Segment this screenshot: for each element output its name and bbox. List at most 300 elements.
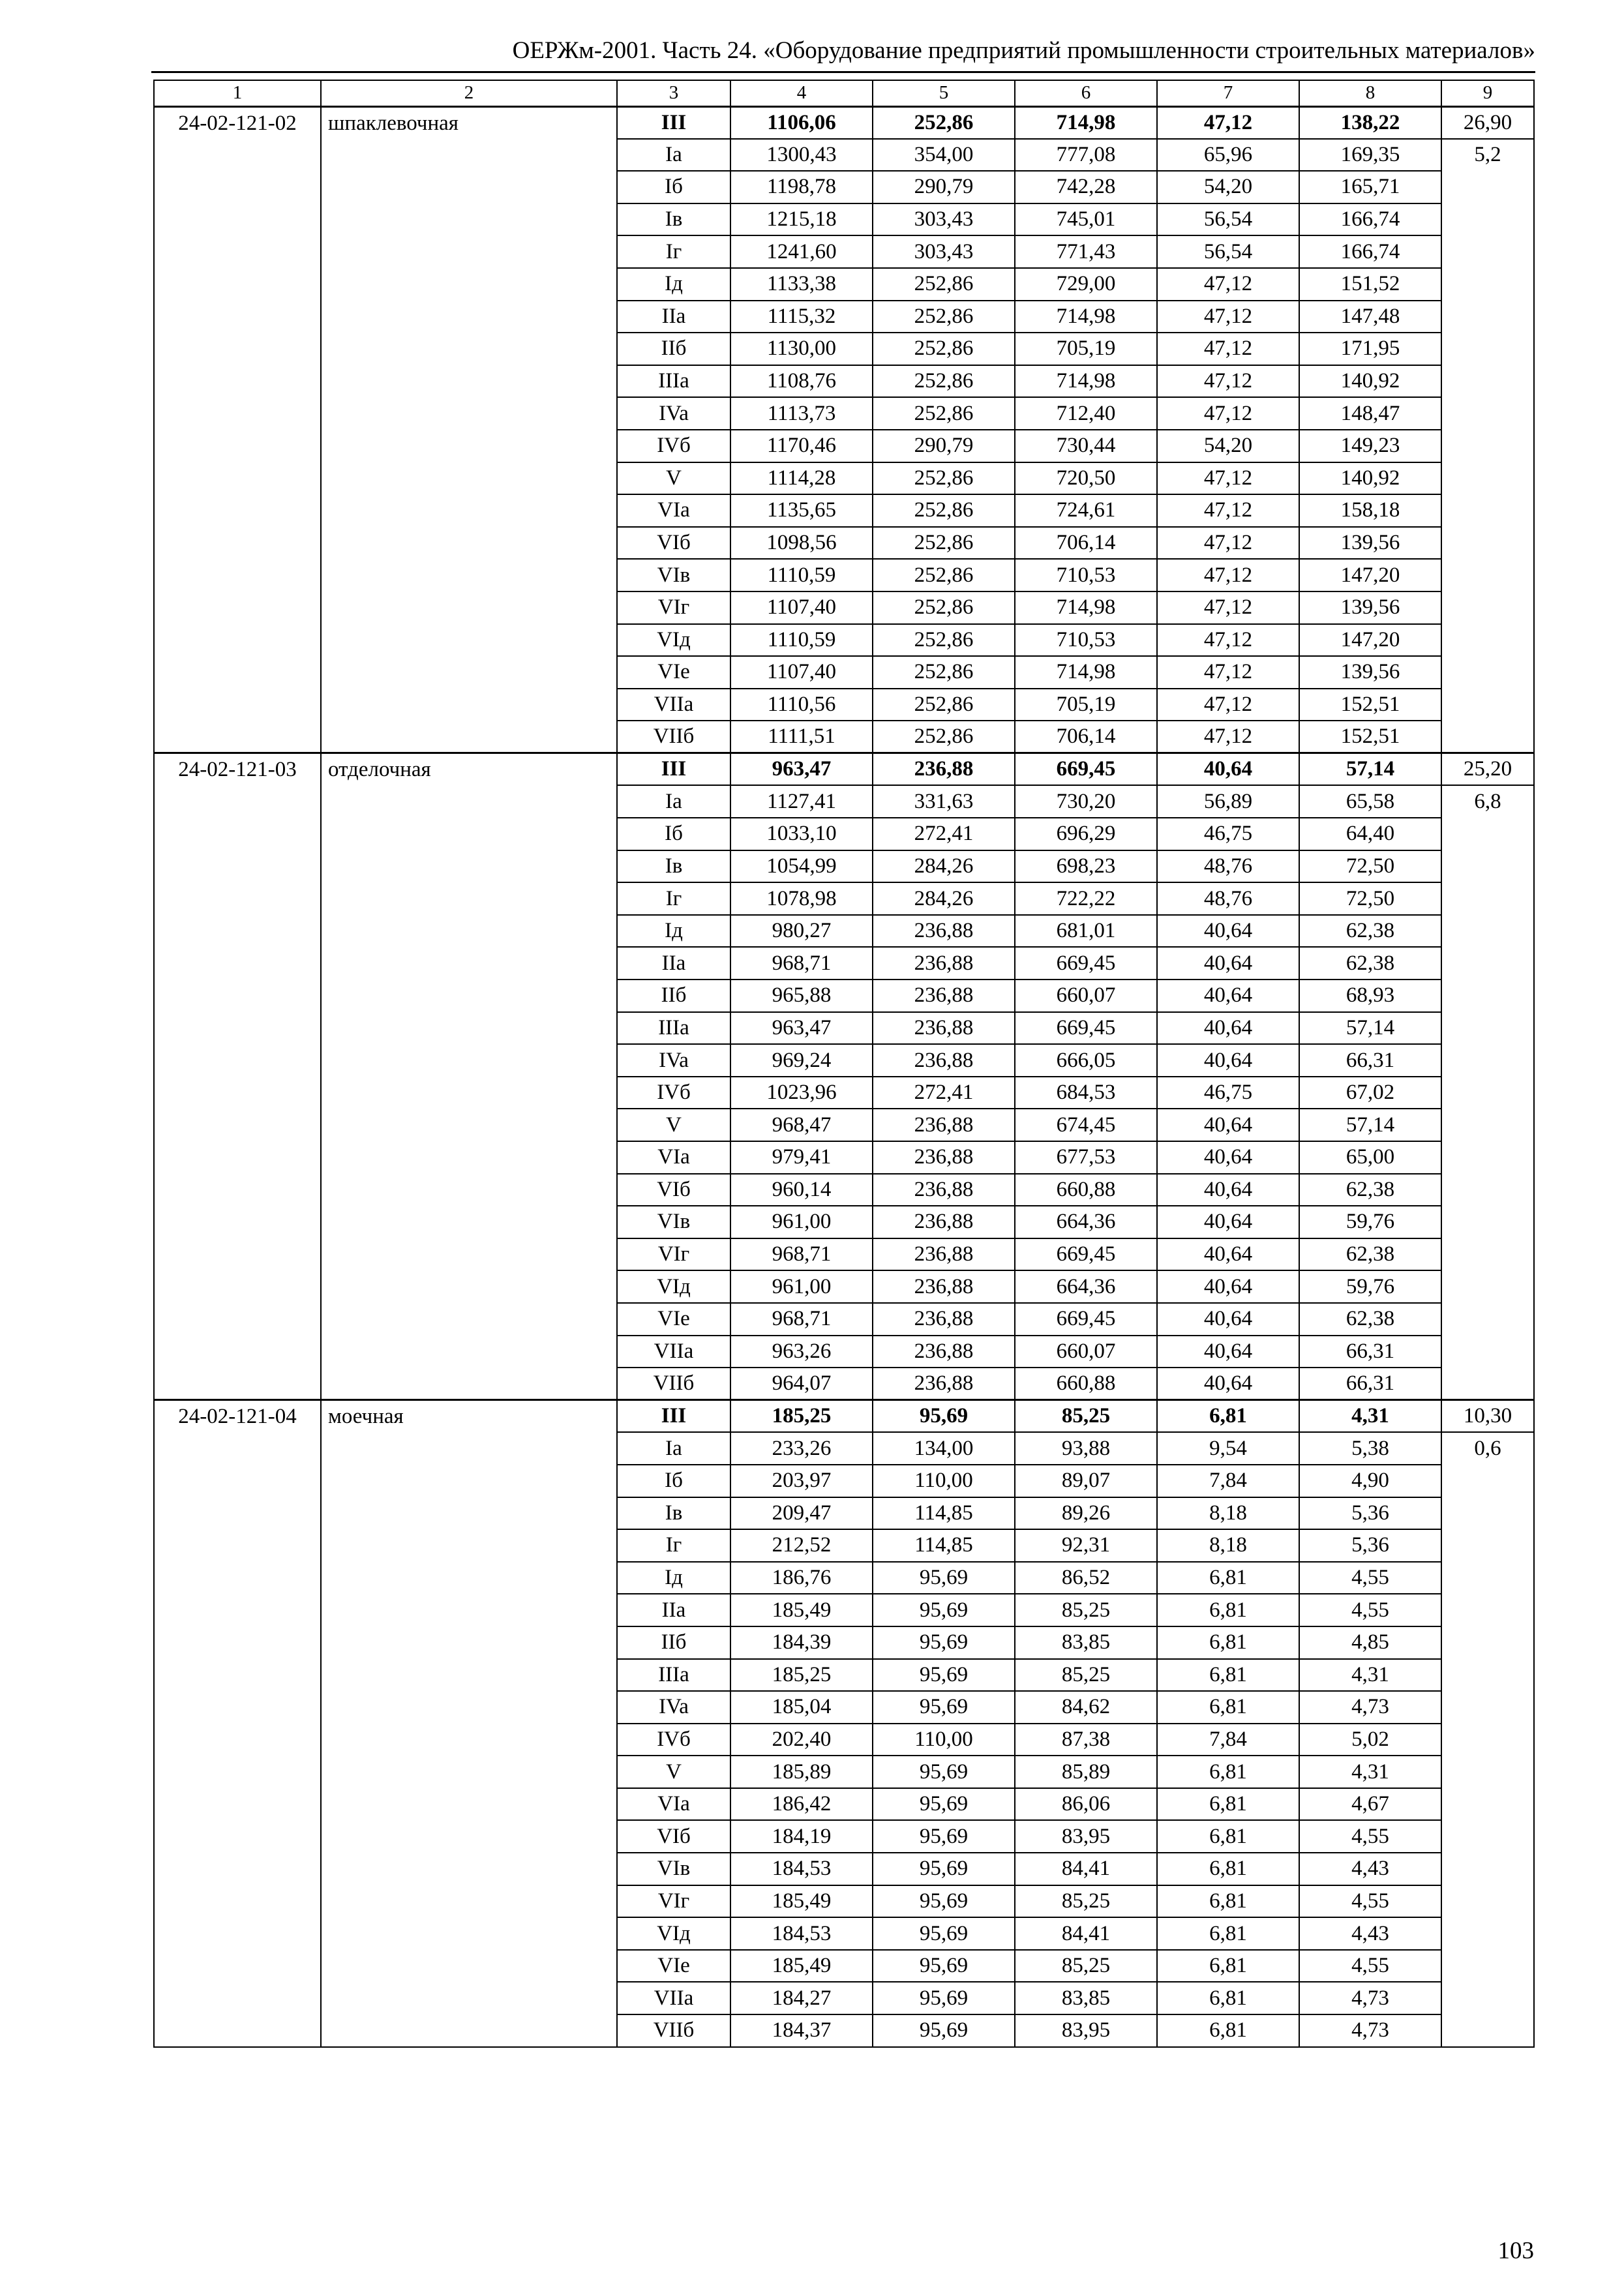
value-cell: 54,20 — [1157, 430, 1299, 462]
value-cell: 706,14 — [1015, 721, 1157, 753]
value-cell: 4,55 — [1299, 1950, 1441, 1982]
value-cell: 47,12 — [1157, 365, 1299, 398]
value-cell: 252,86 — [873, 365, 1015, 398]
value-cell: 184,27 — [730, 1982, 873, 2014]
zone-cell: Ia — [617, 139, 730, 172]
value-cell: 85,25 — [1015, 1950, 1157, 1982]
value-cell: 1110,59 — [730, 559, 873, 591]
value-cell: 95,69 — [873, 1788, 1015, 1821]
value-cell: 1241,60 — [730, 235, 873, 268]
value-cell: 4,31 — [1299, 1756, 1441, 1788]
value-cell: 7,84 — [1157, 1465, 1299, 1497]
col9-empty-cell — [1441, 721, 1534, 753]
value-cell: 696,29 — [1015, 818, 1157, 850]
value-cell: 698,23 — [1015, 850, 1157, 883]
value-cell: 186,76 — [730, 1562, 873, 1594]
zone-cell: IIa — [617, 1594, 730, 1626]
column-number: 7 — [1157, 80, 1299, 106]
zone-cell: IIa — [617, 947, 730, 980]
value-cell: 147,20 — [1299, 624, 1441, 657]
value-cell: 252,86 — [873, 106, 1015, 139]
col9-empty-cell — [1441, 1012, 1534, 1045]
value-cell: 236,88 — [873, 980, 1015, 1012]
value-cell: 185,25 — [730, 1659, 873, 1692]
value-cell: 4,67 — [1299, 1788, 1441, 1821]
value-cell: 62,38 — [1299, 1303, 1441, 1336]
value-cell: 968,71 — [730, 947, 873, 980]
value-cell: 252,86 — [873, 301, 1015, 333]
column-number: 4 — [730, 80, 873, 106]
value-cell: 95,69 — [873, 1982, 1015, 2014]
col9-empty-cell — [1441, 1756, 1534, 1788]
value-cell: 8,18 — [1157, 1497, 1299, 1530]
value-cell: 272,41 — [873, 818, 1015, 850]
value-cell: 664,36 — [1015, 1206, 1157, 1238]
value-cell: 666,05 — [1015, 1044, 1157, 1077]
value-cell: 85,25 — [1015, 1659, 1157, 1692]
value-cell: 6,81 — [1157, 1756, 1299, 1788]
zone-cell: V — [617, 1109, 730, 1141]
value-cell: 40,64 — [1157, 1270, 1299, 1303]
value-cell: 236,88 — [873, 915, 1015, 948]
value-cell: 236,88 — [873, 1368, 1015, 1400]
zone-cell: VIг — [617, 1885, 730, 1918]
value-cell: 284,26 — [873, 850, 1015, 883]
zone-cell: Iг — [617, 882, 730, 915]
value-cell: 6,81 — [1157, 1885, 1299, 1918]
value-cell: 722,22 — [1015, 882, 1157, 915]
value-cell: 1115,32 — [730, 301, 873, 333]
value-cell: 4,55 — [1299, 1594, 1441, 1626]
value-cell: 184,53 — [730, 1853, 873, 1885]
zone-cell: VIa — [617, 494, 730, 527]
zone-cell: VIг — [617, 591, 730, 624]
value-cell: 59,76 — [1299, 1206, 1441, 1238]
value-cell: 290,79 — [873, 171, 1015, 203]
column-number: 9 — [1441, 80, 1534, 106]
value-cell: 1133,38 — [730, 268, 873, 301]
value-cell: 1113,73 — [730, 397, 873, 430]
value-cell: 212,52 — [730, 1529, 873, 1562]
value-cell: 151,52 — [1299, 268, 1441, 301]
value-cell: 86,52 — [1015, 1562, 1157, 1594]
value-cell: 712,40 — [1015, 397, 1157, 430]
col9-empty-cell — [1441, 462, 1534, 495]
value-cell: 47,12 — [1157, 397, 1299, 430]
value-cell: 1110,59 — [730, 624, 873, 657]
value-cell: 47,12 — [1157, 527, 1299, 560]
value-cell: 714,98 — [1015, 656, 1157, 689]
col9-empty-cell — [1441, 947, 1534, 980]
value-cell: 233,26 — [730, 1432, 873, 1465]
value-cell: 134,00 — [873, 1432, 1015, 1465]
zone-cell: VIб — [617, 527, 730, 560]
value-cell: 252,86 — [873, 462, 1015, 495]
value-cell: 84,62 — [1015, 1691, 1157, 1724]
value-cell: 56,54 — [1157, 203, 1299, 236]
value-cell: 95,69 — [873, 2014, 1015, 2047]
value-cell: 252,86 — [873, 527, 1015, 560]
value-cell: 960,14 — [730, 1174, 873, 1206]
value-cell: 730,44 — [1015, 430, 1157, 462]
value-cell: 669,45 — [1015, 947, 1157, 980]
value-cell: 963,47 — [730, 1012, 873, 1045]
value-cell: 252,86 — [873, 591, 1015, 624]
value-cell: 184,53 — [730, 1917, 873, 1950]
value-cell: 83,85 — [1015, 1982, 1157, 2014]
col9-empty-cell — [1441, 527, 1534, 560]
value-cell: 6,81 — [1157, 1950, 1299, 1982]
column-number: 6 — [1015, 80, 1157, 106]
value-cell: 777,08 — [1015, 139, 1157, 172]
table-row — [154, 753, 1534, 786]
page-number: 103 — [1497, 2237, 1534, 2264]
zone-cell: IVa — [617, 397, 730, 430]
col9-empty-cell — [1441, 1270, 1534, 1303]
value-cell: 185,49 — [730, 1950, 873, 1982]
value-cell: 674,45 — [1015, 1109, 1157, 1141]
value-cell: 236,88 — [873, 1109, 1015, 1141]
table-row — [154, 1400, 1534, 1433]
value-cell: 185,25 — [730, 1400, 873, 1433]
col9-empty-cell — [1441, 591, 1534, 624]
value-cell: 67,02 — [1299, 1077, 1441, 1109]
value-cell: 72,50 — [1299, 850, 1441, 883]
value-cell: 89,07 — [1015, 1465, 1157, 1497]
value-cell: 963,26 — [730, 1336, 873, 1368]
value-cell: 4,85 — [1299, 1626, 1441, 1659]
value-cell: 1054,99 — [730, 850, 873, 883]
col9-empty-cell — [1441, 1594, 1534, 1626]
value-cell: 40,64 — [1157, 1174, 1299, 1206]
zone-cell: VIa — [617, 1141, 730, 1174]
value-cell: 5,38 — [1299, 1432, 1441, 1465]
value-cell: 166,74 — [1299, 235, 1441, 268]
value-cell: 236,88 — [873, 1270, 1015, 1303]
zone-cell: III — [617, 1400, 730, 1433]
value-cell: 65,00 — [1299, 1141, 1441, 1174]
value-cell: 48,76 — [1157, 850, 1299, 883]
zone-cell: Iг — [617, 235, 730, 268]
value-cell: 4,55 — [1299, 1562, 1441, 1594]
col9-empty-cell — [1441, 1206, 1534, 1238]
value-cell: 669,45 — [1015, 753, 1157, 786]
value-cell: 64,40 — [1299, 818, 1441, 850]
value-cell: 6,81 — [1157, 1691, 1299, 1724]
col9-empty-cell — [1441, 1141, 1534, 1174]
value-cell: 4,55 — [1299, 1820, 1441, 1853]
value-cell: 6,81 — [1157, 1626, 1299, 1659]
value-cell: 272,41 — [873, 1077, 1015, 1109]
value-cell: 6,81 — [1157, 1853, 1299, 1885]
col9-empty-cell — [1441, 1368, 1534, 1400]
value-cell: 9,54 — [1157, 1432, 1299, 1465]
value-cell: 85,89 — [1015, 1756, 1157, 1788]
value-cell: 4,73 — [1299, 1982, 1441, 2014]
column-number: 5 — [873, 80, 1015, 106]
value-cell: 4,43 — [1299, 1917, 1441, 1950]
value-cell: 83,95 — [1015, 1820, 1157, 1853]
zone-cell: VIIб — [617, 2014, 730, 2047]
zone-cell: III — [617, 106, 730, 139]
value-cell: 745,01 — [1015, 203, 1157, 236]
value-cell: 1023,96 — [730, 1077, 873, 1109]
col9-empty-cell — [1441, 1853, 1534, 1885]
value-cell: 47,12 — [1157, 333, 1299, 365]
value-cell: 964,07 — [730, 1368, 873, 1400]
zone-cell: Iб — [617, 818, 730, 850]
col9-empty-cell — [1441, 397, 1534, 430]
zone-cell: Iв — [617, 1497, 730, 1530]
value-cell: 57,14 — [1299, 753, 1441, 786]
value-cell: 252,86 — [873, 624, 1015, 657]
zone-cell: VIв — [617, 1853, 730, 1885]
value-cell: 1110,56 — [730, 689, 873, 721]
value-cell: 669,45 — [1015, 1238, 1157, 1271]
value-cell: 65,96 — [1157, 139, 1299, 172]
page-header-title: ОЕРЖм-2001. Часть 24. «Оборудование предприятий промышленности строительных материалов» — [512, 37, 1535, 64]
column-number: 8 — [1299, 80, 1441, 106]
value-cell: 86,06 — [1015, 1788, 1157, 1821]
value-cell: 46,75 — [1157, 1077, 1299, 1109]
zone-cell: Iд — [617, 915, 730, 948]
value-cell: 47,12 — [1157, 656, 1299, 689]
value-cell: 1033,10 — [730, 818, 873, 850]
col9-empty-cell — [1441, 171, 1534, 203]
column-number-row — [154, 80, 1534, 106]
value-cell: 705,19 — [1015, 333, 1157, 365]
zone-cell: VIд — [617, 624, 730, 657]
zone-cell: VIIa — [617, 1982, 730, 2014]
value-cell: 968,71 — [730, 1238, 873, 1271]
value-cell: 236,88 — [873, 1012, 1015, 1045]
value-cell: 95,69 — [873, 1756, 1015, 1788]
col9-sub-value: 6,8 — [1441, 785, 1534, 818]
value-cell: 1106,06 — [730, 106, 873, 139]
value-cell: 85,25 — [1015, 1885, 1157, 1918]
value-cell: 714,98 — [1015, 301, 1157, 333]
zone-cell: IVa — [617, 1044, 730, 1077]
value-cell: 47,12 — [1157, 624, 1299, 657]
value-cell: 742,28 — [1015, 171, 1157, 203]
zone-cell: IIIa — [617, 1659, 730, 1692]
value-cell: 185,49 — [730, 1594, 873, 1626]
value-cell: 84,41 — [1015, 1853, 1157, 1885]
zone-cell: Iб — [617, 1465, 730, 1497]
value-cell: 203,97 — [730, 1465, 873, 1497]
value-cell: 1300,43 — [730, 139, 873, 172]
col9-empty-cell — [1441, 1917, 1534, 1950]
value-cell: 961,00 — [730, 1206, 873, 1238]
col9-empty-cell — [1441, 494, 1534, 527]
col9-empty-cell — [1441, 980, 1534, 1012]
col9-empty-cell — [1441, 915, 1534, 948]
value-cell: 40,64 — [1157, 1206, 1299, 1238]
value-cell: 87,38 — [1015, 1724, 1157, 1756]
value-cell: 169,35 — [1299, 139, 1441, 172]
rate-code: 24-02-121-02 — [154, 106, 321, 753]
value-cell: 252,86 — [873, 268, 1015, 301]
value-cell: 114,85 — [873, 1529, 1015, 1562]
zone-cell: VIIa — [617, 689, 730, 721]
value-cell: 147,20 — [1299, 559, 1441, 591]
value-cell: 95,69 — [873, 1820, 1015, 1853]
value-cell: 236,88 — [873, 1174, 1015, 1206]
value-cell: 1108,76 — [730, 365, 873, 398]
value-cell: 5,02 — [1299, 1724, 1441, 1756]
value-cell: 40,64 — [1157, 1238, 1299, 1271]
value-cell: 4,31 — [1299, 1400, 1441, 1433]
value-cell: 95,69 — [873, 1917, 1015, 1950]
value-cell: 184,37 — [730, 2014, 873, 2047]
value-cell: 252,86 — [873, 656, 1015, 689]
value-cell: 1078,98 — [730, 882, 873, 915]
value-cell: 186,42 — [730, 1788, 873, 1821]
value-cell: 1130,00 — [730, 333, 873, 365]
value-cell: 1107,40 — [730, 656, 873, 689]
zone-cell: VIг — [617, 1238, 730, 1271]
column-number: 3 — [617, 80, 730, 106]
zone-cell: VIв — [617, 559, 730, 591]
value-cell: 6,81 — [1157, 1594, 1299, 1626]
zone-cell: VIIa — [617, 1336, 730, 1368]
zone-cell: VIв — [617, 1206, 730, 1238]
zone-cell: IIб — [617, 1626, 730, 1659]
value-cell: 1114,28 — [730, 462, 873, 495]
value-cell: 85,25 — [1015, 1594, 1157, 1626]
col9-empty-cell — [1441, 1336, 1534, 1368]
value-cell: 95,69 — [873, 1594, 1015, 1626]
value-cell: 7,84 — [1157, 1724, 1299, 1756]
value-cell: 4,73 — [1299, 1691, 1441, 1724]
zone-cell: IIб — [617, 980, 730, 1012]
zone-cell: VIe — [617, 1950, 730, 1982]
value-cell: 54,20 — [1157, 171, 1299, 203]
col9-empty-cell — [1441, 624, 1534, 657]
value-cell: 110,00 — [873, 1465, 1015, 1497]
value-cell: 303,43 — [873, 203, 1015, 236]
value-cell: 40,64 — [1157, 753, 1299, 786]
value-cell: 114,85 — [873, 1497, 1015, 1530]
value-cell: 6,81 — [1157, 1982, 1299, 2014]
zone-cell: IVa — [617, 1691, 730, 1724]
value-cell: 4,55 — [1299, 1885, 1441, 1918]
col9-empty-cell — [1441, 1497, 1534, 1530]
col9-empty-cell — [1441, 1303, 1534, 1336]
zone-cell: Iв — [617, 850, 730, 883]
rates-table — [153, 80, 1535, 2048]
value-cell: 6,81 — [1157, 1562, 1299, 1594]
col9-empty-cell — [1441, 1788, 1534, 1821]
table-body — [154, 80, 1534, 2047]
value-cell: 40,64 — [1157, 1012, 1299, 1045]
value-cell: 677,53 — [1015, 1141, 1157, 1174]
value-cell: 714,98 — [1015, 365, 1157, 398]
col9-empty-cell — [1441, 430, 1534, 462]
value-cell: 1107,40 — [730, 591, 873, 624]
value-cell: 660,07 — [1015, 980, 1157, 1012]
value-cell: 684,53 — [1015, 1077, 1157, 1109]
zone-cell: IIIa — [617, 1012, 730, 1045]
value-cell: 6,81 — [1157, 2014, 1299, 2047]
col9-empty-cell — [1441, 1109, 1534, 1141]
value-cell: 95,69 — [873, 1950, 1015, 1982]
header-rule — [151, 71, 1535, 73]
value-cell: 62,38 — [1299, 1174, 1441, 1206]
value-cell: 724,61 — [1015, 494, 1157, 527]
equipment-name: моечная — [321, 1400, 617, 2047]
column-number: 2 — [321, 80, 617, 106]
table-row — [154, 106, 1534, 139]
value-cell: 47,12 — [1157, 301, 1299, 333]
value-cell: 236,88 — [873, 1238, 1015, 1271]
value-cell: 6,81 — [1157, 1659, 1299, 1692]
value-cell: 40,64 — [1157, 1141, 1299, 1174]
value-cell: 185,04 — [730, 1691, 873, 1724]
value-cell: 1098,56 — [730, 527, 873, 560]
value-cell: 171,95 — [1299, 333, 1441, 365]
value-cell: 185,49 — [730, 1885, 873, 1918]
value-cell: 660,88 — [1015, 1174, 1157, 1206]
col9-empty-cell — [1441, 850, 1534, 883]
value-cell: 68,93 — [1299, 980, 1441, 1012]
value-cell: 980,27 — [730, 915, 873, 948]
value-cell: 236,88 — [873, 753, 1015, 786]
col9-empty-cell — [1441, 1465, 1534, 1497]
value-cell: 8,18 — [1157, 1529, 1299, 1562]
equipment-name: шпаклевочная — [321, 106, 617, 753]
zone-cell: IVб — [617, 430, 730, 462]
value-cell: 669,45 — [1015, 1012, 1157, 1045]
value-cell: 729,00 — [1015, 268, 1157, 301]
value-cell: 5,36 — [1299, 1529, 1441, 1562]
value-cell: 84,41 — [1015, 1917, 1157, 1950]
value-cell: 660,07 — [1015, 1336, 1157, 1368]
zone-cell: Iб — [617, 171, 730, 203]
zone-cell: VIe — [617, 656, 730, 689]
rate-code: 24-02-121-03 — [154, 753, 321, 1400]
col9-empty-cell — [1441, 1077, 1534, 1109]
value-cell: 236,88 — [873, 1303, 1015, 1336]
zone-cell: VIIб — [617, 1368, 730, 1400]
value-cell: 152,51 — [1299, 721, 1441, 753]
value-cell: 969,24 — [730, 1044, 873, 1077]
value-cell: 95,69 — [873, 1853, 1015, 1885]
value-cell: 965,88 — [730, 980, 873, 1012]
value-cell: 331,63 — [873, 785, 1015, 818]
col9-sub-value: 5,2 — [1441, 139, 1534, 172]
col9-empty-cell — [1441, 1044, 1534, 1077]
value-cell: 59,76 — [1299, 1270, 1441, 1303]
value-cell: 40,64 — [1157, 1044, 1299, 1077]
col9-empty-cell — [1441, 689, 1534, 721]
value-cell: 66,31 — [1299, 1336, 1441, 1368]
value-cell: 83,85 — [1015, 1626, 1157, 1659]
value-cell: 6,81 — [1157, 1917, 1299, 1950]
value-cell: 140,92 — [1299, 365, 1441, 398]
value-cell: 6,81 — [1157, 1400, 1299, 1433]
zone-cell: V — [617, 1756, 730, 1788]
col9-main-value: 10,30 — [1441, 1400, 1534, 1433]
col9-empty-cell — [1441, 882, 1534, 915]
value-cell: 47,12 — [1157, 689, 1299, 721]
col9-empty-cell — [1441, 1820, 1534, 1853]
value-cell: 140,92 — [1299, 462, 1441, 495]
value-cell: 95,69 — [873, 1626, 1015, 1659]
value-cell: 46,75 — [1157, 818, 1299, 850]
value-cell: 166,74 — [1299, 203, 1441, 236]
value-cell: 664,36 — [1015, 1270, 1157, 1303]
